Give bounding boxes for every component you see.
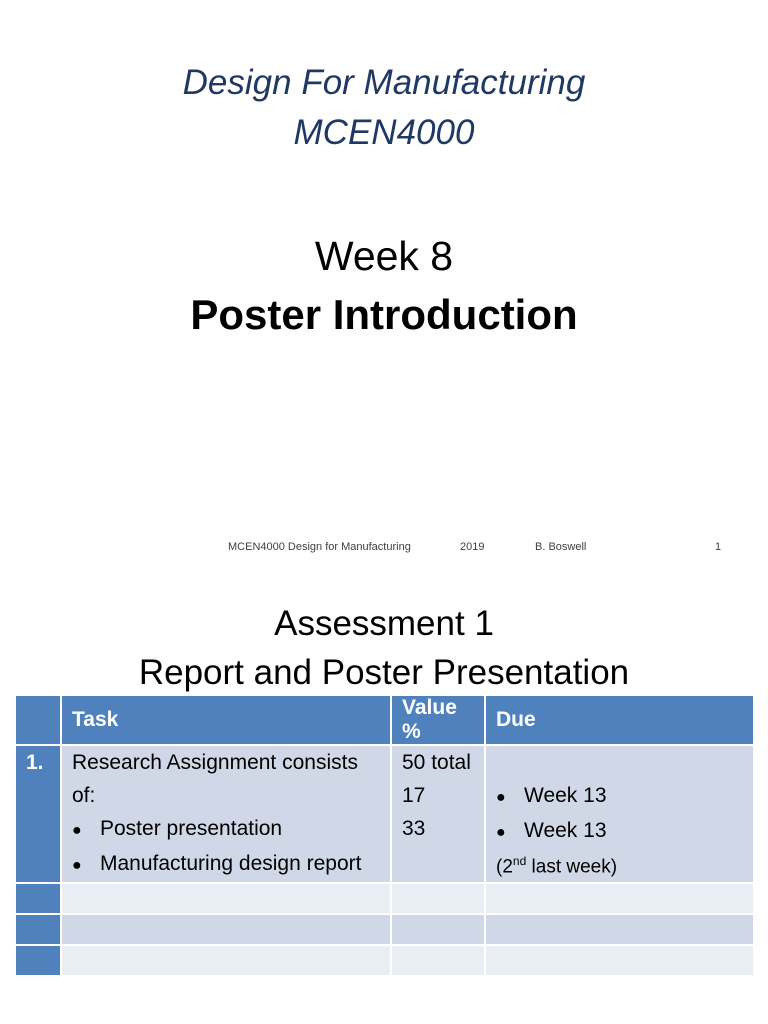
value-cell <box>391 745 485 883</box>
task-intro: Research Assignment consists of: <box>72 751 358 807</box>
bullet-icon: ● <box>72 857 82 874</box>
value-item: 33 <box>402 817 426 840</box>
header-value: Value % <box>391 695 485 745</box>
row-number: 1. <box>15 745 61 883</box>
table-row <box>15 945 754 976</box>
bullet-icon: ● <box>72 822 82 839</box>
footer-page-number: 1 <box>715 541 722 553</box>
value-total: 50 total <box>402 751 471 774</box>
footer-year: 2019 <box>460 541 485 553</box>
value-item: 17 <box>402 784 426 807</box>
row-number <box>15 914 61 945</box>
slide-title-course: Design For Manufacturing <box>182 63 586 102</box>
task-item <box>72 847 380 882</box>
task-item-label: Poster presentation <box>100 817 283 840</box>
due-note-sup: nd <box>512 854 527 868</box>
table-header-row <box>15 695 754 745</box>
bullet-icon: ● <box>496 824 506 841</box>
due-note-pre: (2 <box>496 856 513 878</box>
slide-title-code: MCEN4000 <box>293 113 475 152</box>
due-note <box>496 849 743 879</box>
header-due: Due <box>485 695 754 745</box>
due-item-label: Week 13 <box>524 784 607 807</box>
due-item <box>496 814 743 849</box>
poster-introduction-heading: Poster Introduction <box>190 291 578 338</box>
task-cell <box>61 745 391 883</box>
footer-author: B. Boswell <box>535 541 587 553</box>
assessment-table <box>14 694 755 977</box>
table-row <box>15 914 754 945</box>
assessment-title: Assessment 1 <box>274 604 494 643</box>
bullet-icon: ● <box>496 789 506 806</box>
table-row <box>15 745 754 883</box>
task-item-label: Manufacturing design report <box>100 852 362 875</box>
row-number <box>15 945 61 976</box>
week-heading: Week 8 <box>314 233 454 279</box>
row-number <box>15 883 61 914</box>
due-cell <box>485 745 754 883</box>
due-note-post: last week) <box>526 856 618 878</box>
task-item <box>72 812 380 847</box>
assessment-subtitle: Report and Poster Presentation <box>138 653 630 692</box>
footer-course: MCEN4000 Design for Manufacturing <box>228 541 411 553</box>
header-number <box>15 695 61 745</box>
header-task: Task <box>61 695 391 745</box>
due-item <box>496 779 743 814</box>
due-item-label: Week 13 <box>524 819 607 842</box>
table-row <box>15 883 754 914</box>
